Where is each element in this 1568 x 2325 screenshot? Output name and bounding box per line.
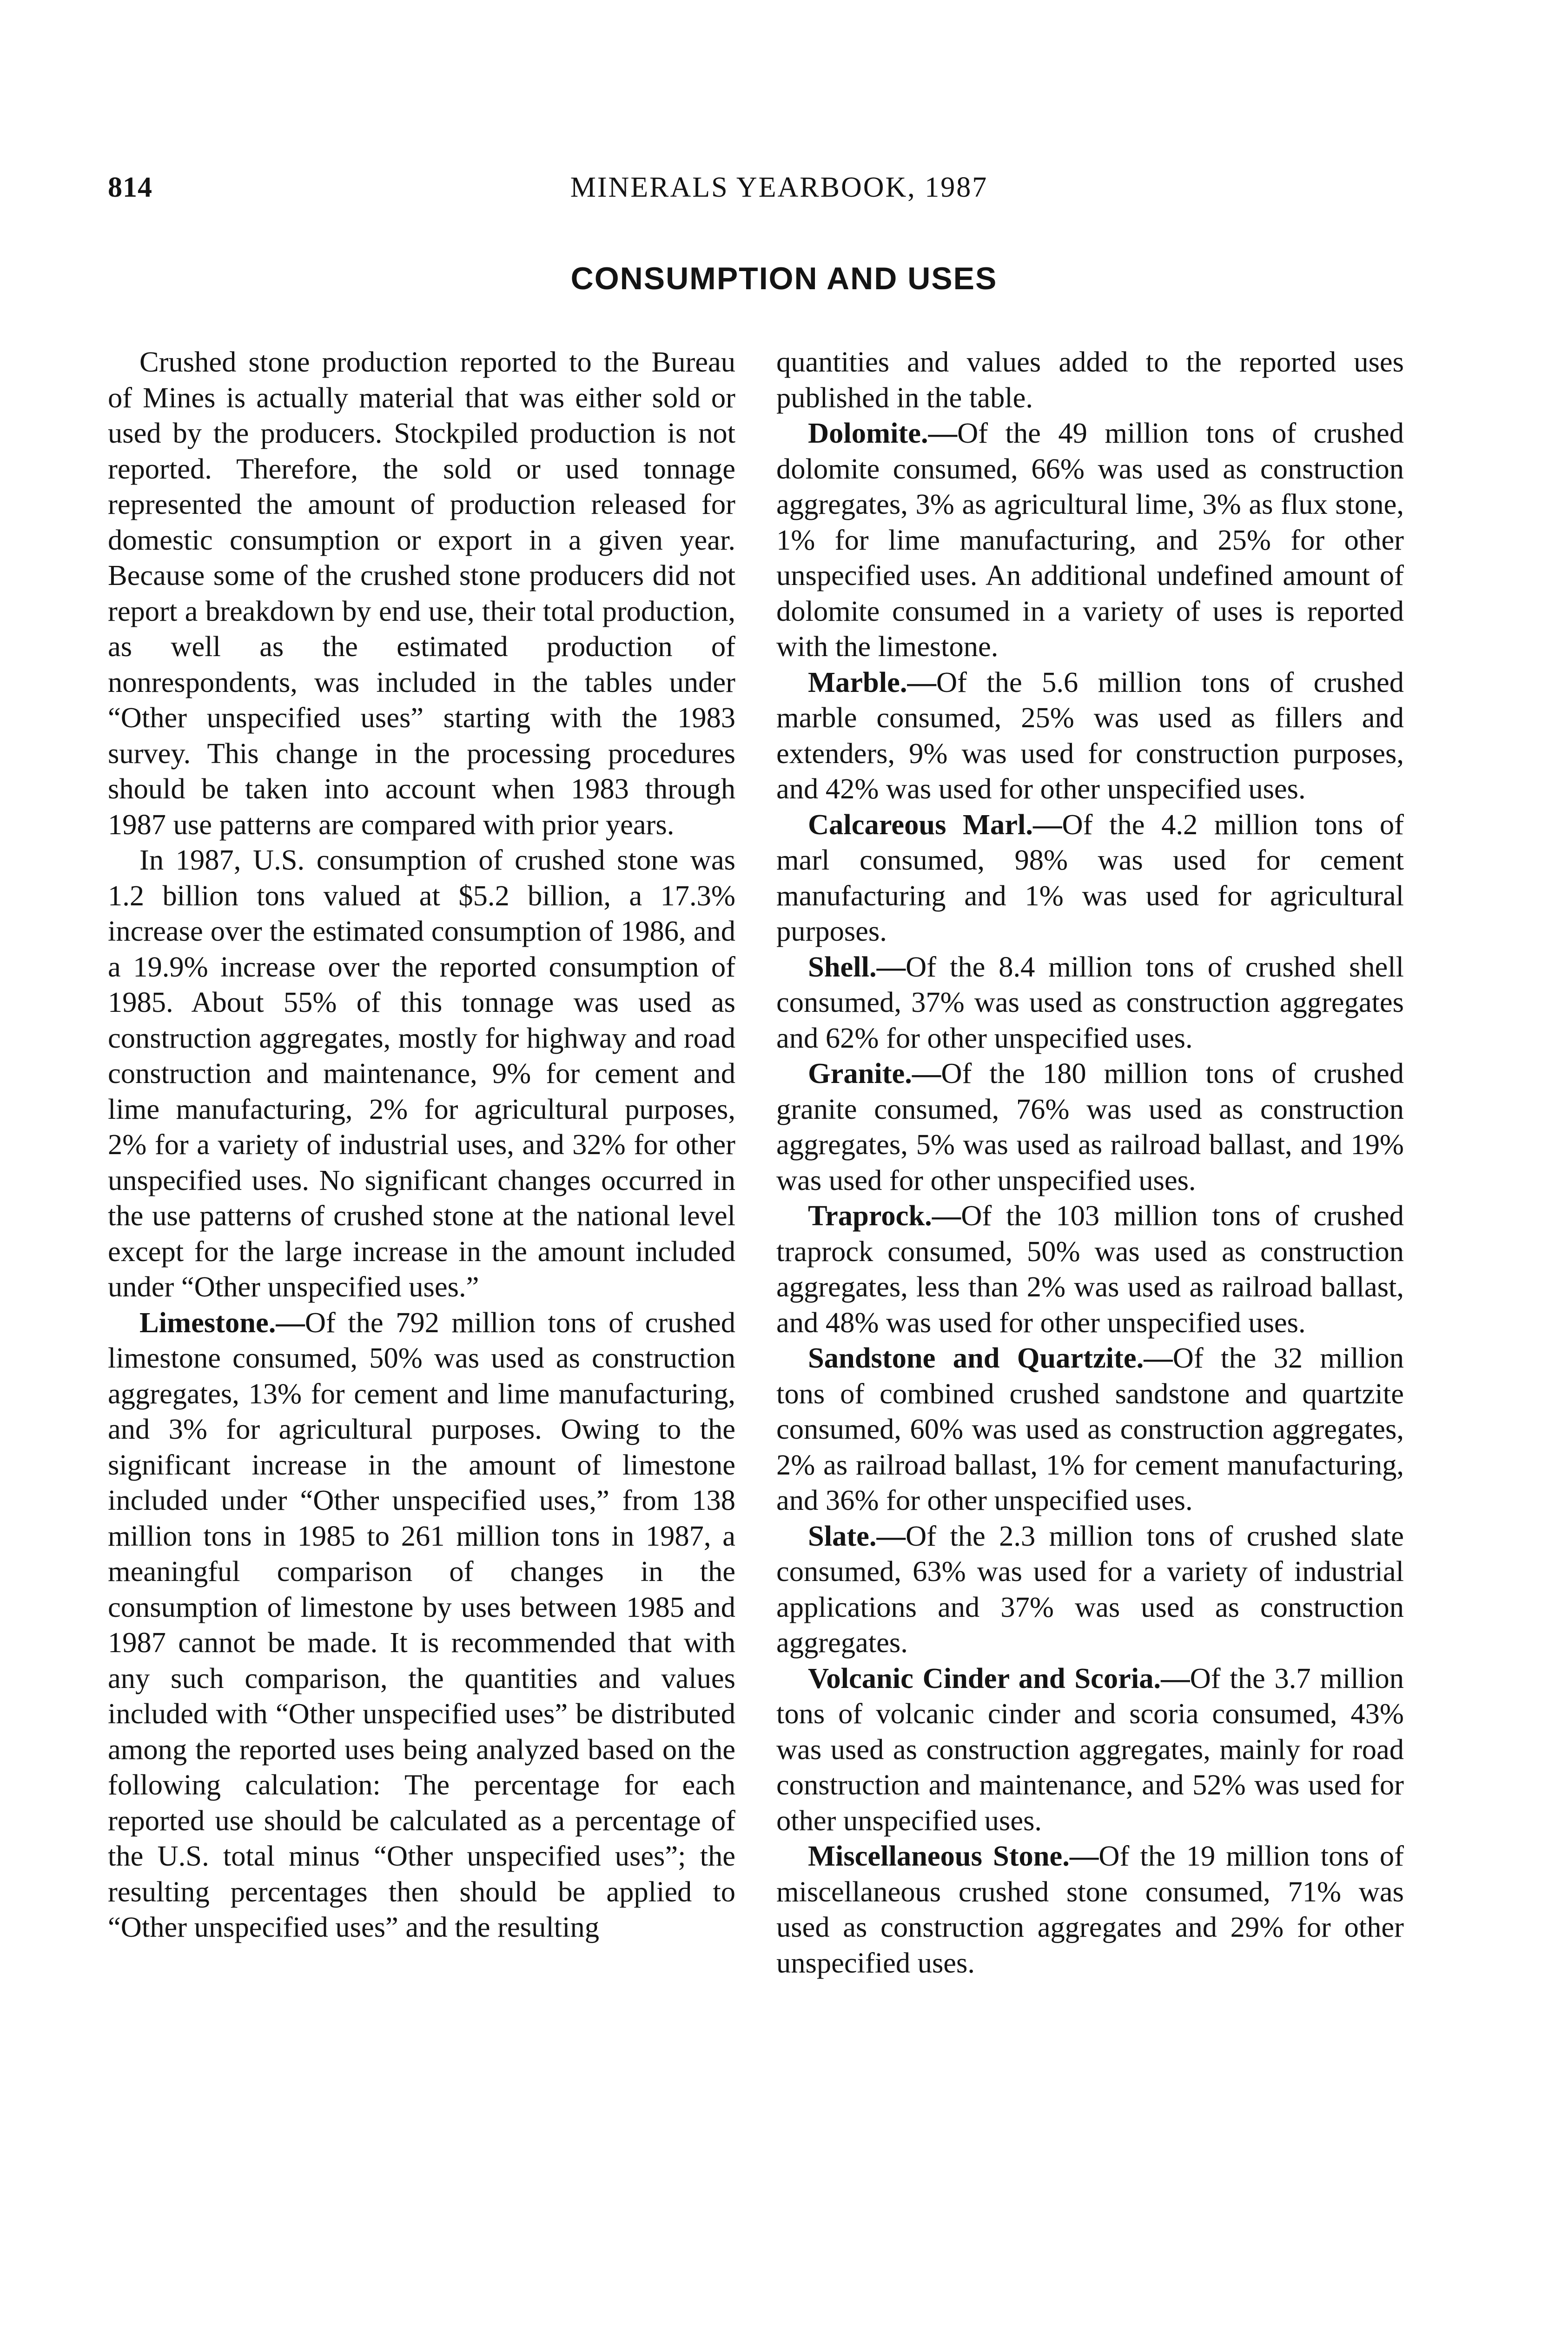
- sandstone-quartzite-paragraph: [776, 1340, 1404, 1518]
- volcanic-cinder-paragraph: [776, 1661, 1404, 1839]
- section-heading: CONSUMPTION AND USES: [570, 261, 998, 296]
- dolomite-heading: Dolomite.—: [808, 417, 958, 449]
- calcareous-marl-paragraph: [776, 807, 1404, 949]
- volcanic-cinder-text: Of the 3.7 million tons of volcanic cinder and scoria consumed, 43% was used as construction aggregates, mainly for road construction and maintenance, and 52% was used for other unspecified uses.: [776, 1661, 1404, 1837]
- miscellaneous-stone-text: Of the 19 million tons of miscellaneous crushed stone consumed, 71% was used as construction aggregates and 29% for other unspecified uses.: [776, 1840, 1404, 1979]
- traprock-paragraph: [776, 1198, 1404, 1340]
- slate-heading: Slate.—: [808, 1519, 906, 1552]
- dolomite-text: Of the 49 million tons of crushed dolomite consumed, 66% was used as construction aggregates, 3% as agricultural lime, 3% as flux stone, 1% for lime manufacturing, and 25% for other unspecified uses. An additional undefined amount of dolomite consumed in a variety of uses is reported with the limestone.: [776, 417, 1404, 663]
- traprock-heading: Traprock.—: [808, 1199, 961, 1232]
- shell-heading: Shell.—: [808, 950, 906, 983]
- shell-paragraph: [776, 949, 1404, 1056]
- consumption-paragraph: In 1987, U.S. consumption of crushed stone was 1.2 billion tons valued at $5.2 billion, a 17.3% increase over the estimated consumption of 1986, and a 19.9% increase over the reported consumption of 1985. About 55% of this tonnage was used as construction aggregates, mostly for highway and road construction and maintenance, 9% for cement and lime manufacturing, 2% for agricultural purposes, 2% for a variety of industrial uses, and 32% for other unspecified uses. No significant changes occurred in the use patterns of crushed stone at the national level except for the large increase in the amount included under “Other unspecified uses.”: [108, 844, 735, 1303]
- traprock-text: Of the 103 million tons of crushed traprock consumed, 50% was used as construction aggregates, less than 2% was used as railroad ballast, and 48% was used for other unspecified uses.: [776, 1199, 1404, 1339]
- miscellaneous-stone-heading: Miscellaneous Stone.—: [808, 1840, 1099, 1872]
- calcareous-marl-heading: Calcareous Marl.—: [808, 808, 1062, 841]
- granite-heading: Granite.—: [808, 1057, 941, 1089]
- page-number: 814: [108, 172, 152, 203]
- granite-paragraph: [776, 1056, 1404, 1198]
- granite-text: Of the 180 million tons of crushed granite consumed, 76% was used as construction aggregates, 5% was used as railroad ballast, and 19% was used for other unspecified uses.: [776, 1057, 1404, 1196]
- book-title: MINERALS YEARBOOK, 1987: [570, 172, 988, 203]
- slate-text: Of the 2.3 million tons of crushed slate consumed, 63% was used for a variety of industrial applications and 37% was used as construction aggregates.: [776, 1519, 1404, 1659]
- right-column: [776, 344, 1404, 1980]
- calcareous-marl-text: Of the 4.2 million tons of marl consumed, 98% was used for cement manufacturing and 1% was used for agricultural purposes.: [776, 808, 1404, 947]
- intro-paragraph: Crushed stone production reported to the Bureau of Mines is actually material that was either sold or used by the producers. Stockpiled production is not reported. Therefore, the sold or used tonnage represented the amount of production released for domestic consumption or export in a given year. Because some of the crushed stone producers did not report a breakdown by end use, their total production, as well as the estimated production of nonrespondents, was included in the tables under “Other unspecified uses” starting with the 1983 survey. This change in the processing procedures should be taken into account when 1983 through 1987 use patterns are compared with prior years.: [108, 345, 735, 841]
- slate-paragraph: [776, 1518, 1404, 1661]
- marble-text: Of the 5.6 million tons of crushed marble consumed, 25% was used as fillers and extenders, 9% was used for construction purposes, and 42% was used for other unspecified uses.: [776, 665, 1404, 805]
- continuation-paragraph: quantities and values added to the reported uses published in the table.: [776, 345, 1404, 414]
- marble-heading: Marble.—: [808, 665, 936, 698]
- limestone-text: Of the 792 million tons of crushed limestone consumed, 50% was used as construction aggregates, 13% for cement and lime manufacturing, and 3% for agricultural purposes. Owing to the significant increase in the amount of limestone included under “Other unspecified uses,” from 138 million tons in 1985 to 261 million tons in 1987, a meaningful comparison of changes in the consumption of limestone by uses between 1985 and 1987 cannot be made. It is recommended that with any such comparison, the quantities and values included with “Other unspecified uses” be distributed among the reported uses being analyzed based on the following calculation: The percentage for each reported use should be calculated as a percentage of the U.S. total minus “Other unspecified uses”; the resulting percentages then should be applied to “Other unspecified uses” and the resulting: [108, 1306, 735, 1943]
- miscellaneous-stone-paragraph: [776, 1838, 1404, 1980]
- running-head: [108, 171, 1450, 213]
- sandstone-quartzite-text: Of the 32 million tons of combined crushed sandstone and quartzite consumed, 60% was used as construction aggregates, 2% as railroad ballast, 1% for cement manufacturing, and 36% for other unspecified uses.: [776, 1342, 1404, 1516]
- limestone-paragraph: [108, 1305, 735, 1945]
- left-column: [108, 344, 735, 1945]
- volcanic-cinder-heading: Volcanic Cinder and Scoria.—: [808, 1661, 1190, 1694]
- limestone-heading: Limestone.—: [139, 1306, 305, 1339]
- shell-text: Of the 8.4 million tons of crushed shell consumed, 37% was used as construction aggregates and 62% for other unspecified uses.: [776, 950, 1404, 1054]
- marble-paragraph: [776, 664, 1404, 807]
- sandstone-quartzite-heading: Sandstone and Quartzite.—: [808, 1342, 1173, 1374]
- dolomite-paragraph: [776, 415, 1404, 664]
